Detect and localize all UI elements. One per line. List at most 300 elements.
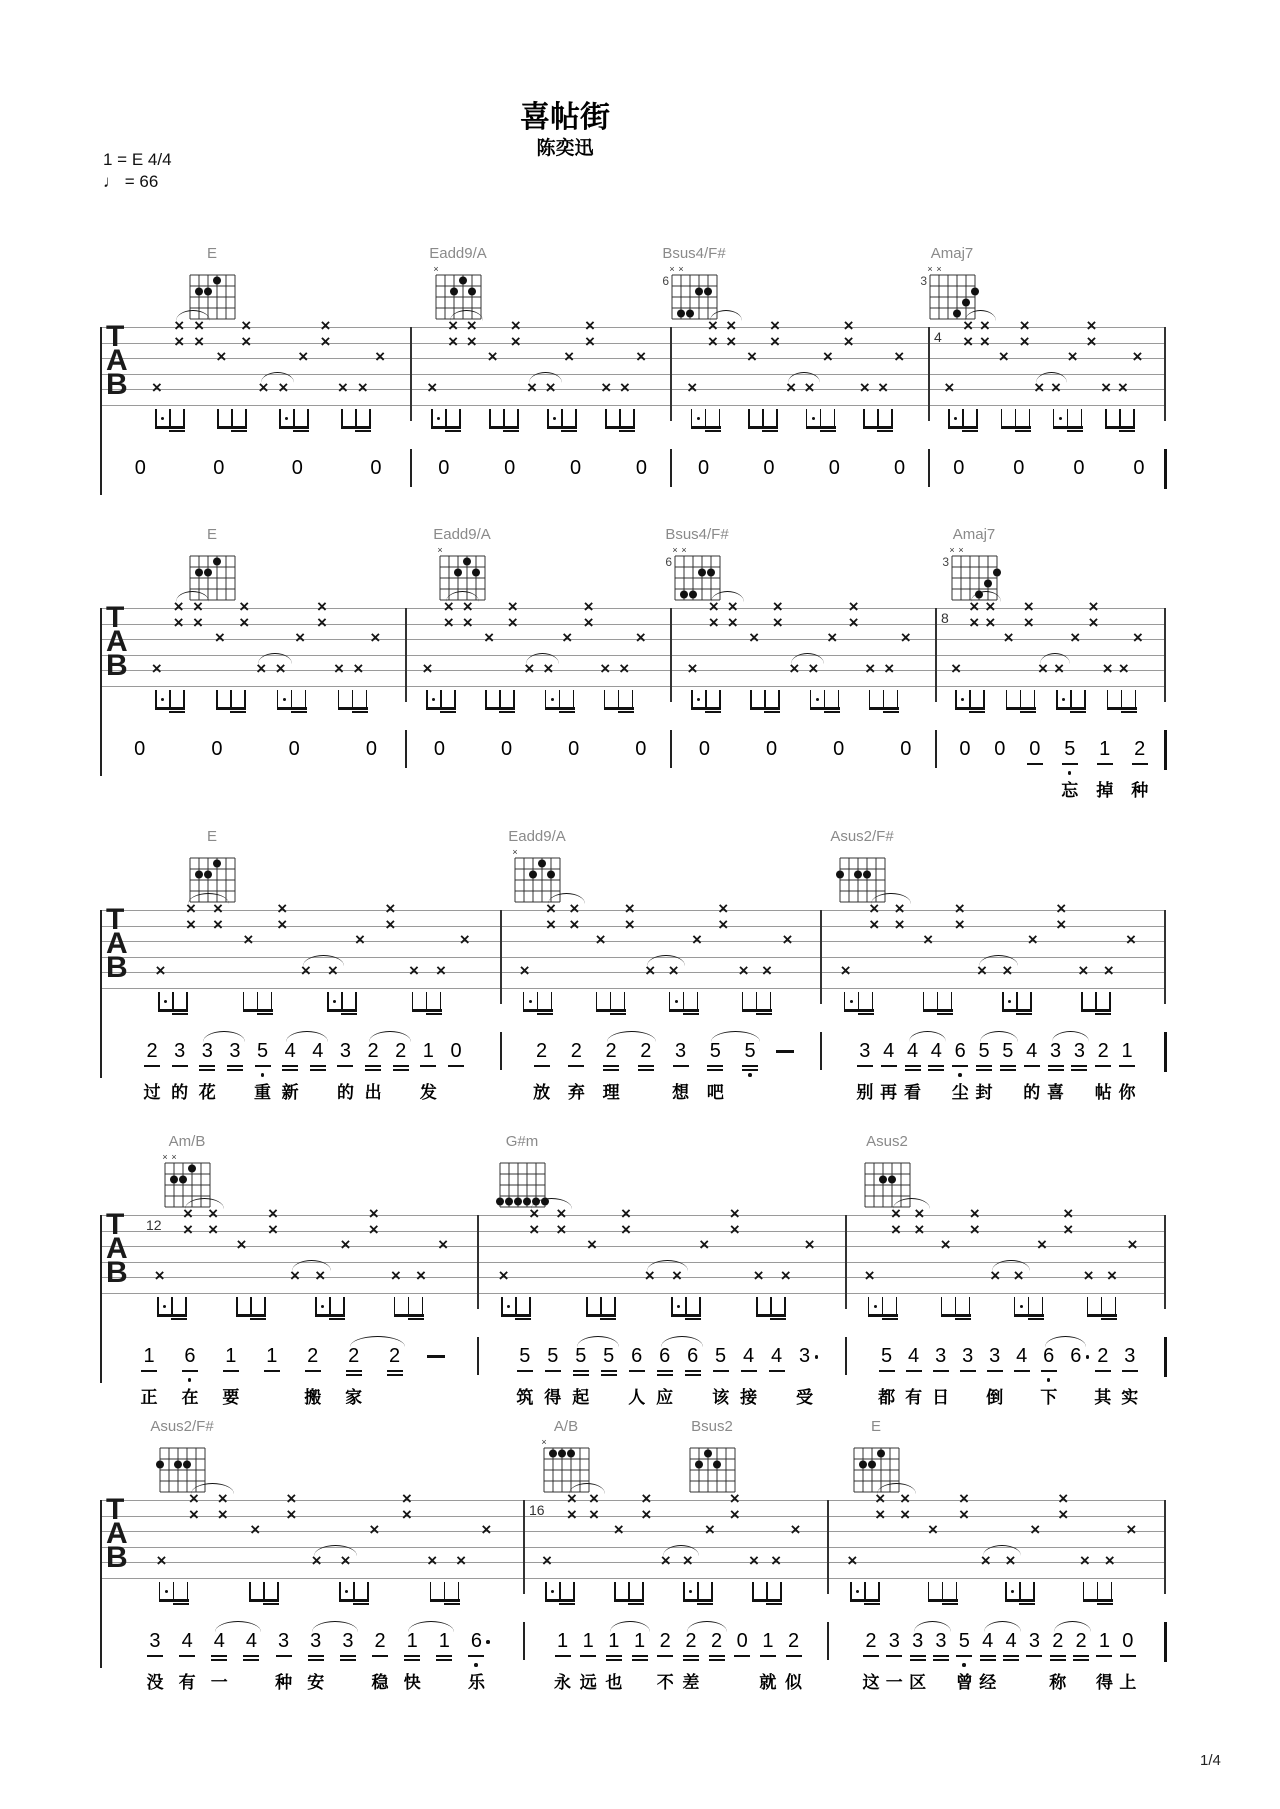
- beam-bar: [685, 1318, 701, 1320]
- strum-x-mark: ×: [843, 316, 854, 335]
- melody-underline: [976, 1065, 992, 1067]
- strum-x-mark: ×: [864, 1266, 875, 1285]
- strum-x-mark: ×: [385, 914, 396, 934]
- chord-name: E: [206, 526, 218, 543]
- svg-text:×: ×: [672, 545, 678, 555]
- beam-bar: [1002, 1009, 1032, 1012]
- lyric-char: 不: [656, 1673, 674, 1692]
- melody-note: 0: [635, 738, 647, 760]
- melody-underline: [976, 1069, 992, 1071]
- beam-bar: [697, 1603, 713, 1605]
- beam-bar: [671, 1314, 701, 1317]
- strum-x-mark: ×: [641, 1489, 652, 1508]
- beam-bar: [1001, 426, 1031, 429]
- melody-underline: [420, 1065, 436, 1067]
- melody-underline: [734, 1655, 750, 1657]
- lyric-char: 乐: [467, 1673, 485, 1692]
- strum-x-mark: ×: [969, 612, 980, 632]
- beam-bar: [1056, 707, 1086, 710]
- beam-bar: [408, 1318, 424, 1320]
- melody-underline: [436, 1659, 452, 1661]
- beam-bar: [559, 1603, 575, 1605]
- beam-bar: [291, 711, 307, 713]
- strum-x-mark: ×: [1083, 1266, 1094, 1285]
- melody-underline: [673, 1065, 689, 1067]
- strum-x-mark: ×: [239, 597, 250, 616]
- melody-underline: [365, 1065, 381, 1067]
- beam-bar: [171, 1318, 187, 1320]
- strum-x-mark: ×: [527, 378, 537, 397]
- melody-note: 5: [715, 1345, 727, 1367]
- beam-bar: [600, 1318, 616, 1320]
- lyric-char: 曾: [955, 1673, 973, 1692]
- melody-underline: [276, 1655, 292, 1657]
- melody-underline: [310, 1069, 326, 1071]
- beam-dot: [1020, 1305, 1023, 1308]
- melody-underline: [1026, 1655, 1042, 1657]
- beam-bar: [341, 426, 371, 429]
- strum-x-mark: ×: [1088, 612, 1099, 632]
- strum-x-mark: ×: [718, 899, 729, 918]
- strum-x-mark: ×: [1126, 1520, 1137, 1539]
- staff-line: [100, 1500, 1165, 1501]
- strum-x-mark: ×: [588, 1489, 599, 1508]
- melody-underline: [863, 1655, 879, 1657]
- beam-bar: [619, 430, 635, 432]
- strum-x-mark: ×: [672, 1266, 682, 1285]
- beam-bar: [683, 1013, 699, 1015]
- strum-x-mark: ×: [923, 930, 934, 949]
- strum-x-mark: ×: [562, 628, 573, 647]
- melody-note: 0: [833, 738, 845, 760]
- melody-underline: [1096, 1655, 1112, 1657]
- melody-underline: [638, 1069, 654, 1071]
- strum-x-mark: ×: [624, 914, 635, 934]
- strum-x-mark: ×: [422, 659, 433, 678]
- melody-underline: [1048, 1065, 1064, 1067]
- melody-underline: [933, 1655, 949, 1657]
- strum-x-mark: ×: [401, 1489, 412, 1508]
- strum-x-mark: ×: [298, 347, 309, 366]
- measure-number: 16: [529, 1502, 545, 1518]
- strum-x-mark: ×: [510, 331, 521, 351]
- strum-x-mark: ×: [174, 331, 185, 351]
- melody-underline: [928, 1065, 944, 1067]
- svg-text:×: ×: [927, 264, 933, 274]
- melody-note: 4: [213, 1630, 225, 1652]
- strum-x-mark: ×: [959, 1489, 969, 1508]
- strum-x-mark: ×: [624, 899, 635, 918]
- tab-barline: [500, 910, 502, 1004]
- strum-x-mark: ×: [151, 659, 162, 678]
- melody-underline: [713, 1370, 729, 1372]
- lyric-char: 一: [885, 1673, 903, 1692]
- melody-note: 1: [1121, 1040, 1133, 1062]
- beam-dot: [675, 1000, 678, 1003]
- melody-note: 4: [908, 1345, 920, 1367]
- beam-bar: [750, 707, 780, 710]
- beam-bar: [756, 1013, 772, 1015]
- strum-x-mark: ×: [726, 316, 737, 335]
- beam-bar: [327, 1009, 357, 1012]
- melody-note: 0: [450, 1040, 462, 1062]
- beam-bar: [691, 426, 721, 429]
- beam-bar: [824, 711, 840, 713]
- staff-line: [100, 655, 1165, 656]
- strum-x-mark: ×: [1104, 1551, 1115, 1570]
- chord-name: Am/B: [168, 1133, 206, 1150]
- beam-bar: [426, 707, 456, 710]
- strum-x-mark: ×: [979, 331, 990, 351]
- lyric-char: 放: [533, 1083, 551, 1102]
- beam-dot: [345, 1590, 348, 1593]
- strum-x-mark: ×: [1023, 612, 1034, 632]
- beam-bar: [1081, 1009, 1111, 1012]
- strum-x-mark: ×: [985, 612, 996, 632]
- melody-underline: [264, 1370, 280, 1372]
- melody-underline: [1120, 1655, 1136, 1657]
- lyric-char: 的: [1023, 1083, 1041, 1102]
- melody-note: 0: [763, 457, 775, 479]
- beam-dot: [333, 1000, 336, 1003]
- beam-bar: [948, 426, 978, 429]
- melody-underline: [786, 1655, 802, 1657]
- melody-note: 0: [365, 738, 377, 760]
- melody-barline: [670, 730, 672, 768]
- beam-bar: [440, 711, 456, 713]
- melody-underline: [1097, 763, 1113, 765]
- strum-x-mark: ×: [1086, 331, 1097, 351]
- strum-x-mark: ×: [545, 899, 556, 918]
- beam-bar: [705, 430, 721, 432]
- chord-name: Eadd9/A: [429, 245, 487, 262]
- svg-text:3: 3: [942, 555, 949, 569]
- strum-x-mark: ×: [772, 597, 783, 616]
- strum-x-mark: ×: [193, 597, 203, 616]
- melody-note: 0: [635, 457, 647, 479]
- melody-underline: [1050, 1659, 1066, 1661]
- melody-barline: [405, 730, 407, 768]
- melody-underline: [172, 1065, 188, 1067]
- strum-x-mark: ×: [1036, 1235, 1047, 1254]
- strum-x-mark: ×: [944, 378, 955, 397]
- melody-underline: [857, 1065, 873, 1067]
- staff-line: [100, 1231, 1165, 1232]
- melody-underline: [709, 1655, 725, 1657]
- lyric-char: 称: [1049, 1673, 1067, 1692]
- melody-underline: [1119, 1065, 1135, 1067]
- melody-underline: [337, 1065, 353, 1067]
- strum-x-mark: ×: [729, 1504, 740, 1524]
- beam-bar: [444, 1603, 460, 1605]
- strum-x-mark: ×: [1102, 659, 1113, 678]
- staff-line: [100, 405, 1165, 406]
- beam-bar: [752, 1599, 782, 1602]
- strum-x-mark: ×: [316, 612, 327, 632]
- melody-underline: [243, 1655, 259, 1657]
- strum-x-mark: ×: [481, 1520, 492, 1539]
- tab-barline: [928, 327, 930, 421]
- strum-x-mark: ×: [333, 659, 344, 678]
- staff-line: [100, 374, 1165, 375]
- strum-x-mark: ×: [1019, 316, 1030, 335]
- strum-x-mark: ×: [770, 331, 780, 351]
- melody-underline: [910, 1655, 926, 1657]
- melody-note: 3: [962, 1345, 974, 1367]
- strum-x-mark: ×: [940, 1235, 951, 1254]
- strum-x-mark: ×: [990, 1266, 1001, 1285]
- strum-x-mark: ×: [401, 1504, 412, 1524]
- beam-bar: [293, 430, 309, 432]
- melody-note: 2: [659, 1630, 671, 1652]
- augmentation-dot: [815, 1355, 819, 1359]
- beam-bar: [236, 1314, 266, 1317]
- strum-x-mark: ×: [311, 1551, 322, 1570]
- tab-clef-letter: T: [106, 1493, 125, 1526]
- melody-underline: [340, 1655, 356, 1657]
- strum-x-mark: ×: [256, 659, 267, 678]
- melody-note: 3: [149, 1630, 161, 1652]
- staff-line: [100, 686, 1165, 687]
- tab-clef-letter: T: [106, 601, 125, 634]
- strum-x-mark: ×: [890, 1204, 901, 1223]
- strum-x-mark: ×: [519, 961, 530, 980]
- melody-underline: [1095, 1370, 1111, 1372]
- melody-note: 0: [211, 738, 223, 760]
- lyric-char: 家: [345, 1388, 363, 1407]
- beam-bar: [748, 426, 778, 429]
- strum-x-mark: ×: [268, 1219, 278, 1239]
- strum-x-mark: ×: [427, 378, 438, 397]
- strum-x-mark: ×: [1127, 1235, 1138, 1254]
- tab-barline: [670, 608, 672, 702]
- octave-dot: [962, 1663, 966, 1667]
- octave-dot: [1068, 771, 1072, 775]
- tab-clef-letter: B: [106, 951, 128, 984]
- lyric-char: 喜: [1047, 1083, 1065, 1102]
- strum-x-mark: ×: [194, 331, 205, 351]
- melody-note: 3: [174, 1040, 186, 1062]
- beam-bar: [928, 1599, 958, 1602]
- melody-underline: [573, 1370, 589, 1372]
- tab-barline: [845, 1215, 847, 1309]
- strum-x-mark: ×: [900, 628, 911, 647]
- tab-clef-letter: B: [106, 649, 128, 682]
- strum-x-mark: ×: [182, 1204, 193, 1223]
- strum-x-mark: ×: [443, 612, 454, 632]
- strum-x-mark: ×: [959, 1504, 969, 1524]
- melody-note: 4: [770, 1345, 783, 1367]
- melody-underline: [980, 1655, 996, 1657]
- strum-x-mark: ×: [1132, 628, 1143, 647]
- beam-dot: [507, 1305, 510, 1308]
- strum-x-mark: ×: [1101, 378, 1112, 397]
- lyric-char: 远: [579, 1673, 597, 1692]
- melody-note: 1: [225, 1345, 237, 1367]
- strum-x-mark: ×: [484, 628, 495, 647]
- beam-dot: [161, 698, 164, 701]
- melody-underline: [960, 1370, 976, 1372]
- beam-dot: [697, 698, 700, 701]
- melody-note: 6: [954, 1040, 966, 1062]
- strum-x-mark: ×: [1002, 961, 1013, 980]
- melody-underline: [657, 1374, 673, 1376]
- strum-x-mark: ×: [182, 1219, 193, 1239]
- melody-underline: [580, 1655, 596, 1657]
- melody-note: 1: [422, 1040, 434, 1062]
- strum-x-mark: ×: [1103, 961, 1114, 980]
- melody-underline: [282, 1065, 298, 1067]
- melody-underline: [1000, 1065, 1016, 1067]
- strum-x-mark: ×: [613, 1520, 624, 1539]
- strum-x-mark: ×: [660, 1551, 671, 1570]
- melody-note: 0: [569, 457, 582, 479]
- melody-underline: [933, 1659, 949, 1661]
- strum-x-mark: ×: [869, 899, 880, 918]
- melody-note: 2: [605, 1040, 617, 1062]
- strum-x-mark: ×: [687, 378, 698, 397]
- strum-x-mark: ×: [963, 316, 974, 335]
- staff-line: [100, 1277, 1165, 1278]
- melody-note: 4: [883, 1040, 895, 1062]
- lyric-char: 的: [171, 1083, 189, 1102]
- beam-bar: [1070, 711, 1086, 713]
- beam-bar: [355, 430, 371, 432]
- strum-x-mark: ×: [585, 316, 595, 335]
- beam-bar: [547, 426, 577, 429]
- melody-note: 1: [556, 1630, 569, 1652]
- beam-bar: [1107, 707, 1137, 710]
- melody-dash: [776, 1050, 794, 1053]
- strum-x-mark: ×: [459, 930, 470, 949]
- octave-dot: [474, 1663, 478, 1667]
- strum-x-mark: ×: [370, 628, 381, 647]
- melody-note: 3: [278, 1630, 290, 1652]
- strum-x-mark: ×: [456, 1551, 466, 1570]
- melody-note: 5: [709, 1040, 721, 1062]
- strum-x-mark: ×: [529, 1204, 540, 1223]
- strum-x-mark: ×: [466, 331, 477, 351]
- beam-bar: [545, 707, 575, 710]
- tab-clef-letter: A: [106, 344, 128, 377]
- melody-note: 2: [348, 1345, 360, 1367]
- beam-bar: [604, 707, 634, 710]
- beam-bar: [537, 1013, 553, 1015]
- melody-underline: [980, 1659, 996, 1661]
- staff-line: [100, 1246, 1165, 1247]
- strum-x-mark: ×: [545, 378, 556, 397]
- measure-number: 12: [146, 1217, 162, 1233]
- beam-bar: [868, 1314, 898, 1317]
- strum-x-mark: ×: [890, 1219, 901, 1239]
- melody-note: 4: [1005, 1630, 1017, 1652]
- lyric-char: 似: [785, 1673, 803, 1692]
- strum-x-mark: ×: [790, 1520, 801, 1539]
- tie-arc: [548, 893, 585, 904]
- strum-x-mark: ×: [173, 612, 184, 632]
- beam-dot: [437, 417, 440, 420]
- tab-barline: [477, 1215, 479, 1309]
- strum-x-mark: ×: [194, 316, 205, 335]
- strum-x-mark: ×: [185, 914, 196, 934]
- lyric-char: 得: [544, 1388, 562, 1407]
- melody-underline: [199, 1069, 215, 1071]
- chord-name: E: [206, 245, 218, 262]
- melody-note: 6: [631, 1345, 643, 1367]
- strum-x-mark: ×: [241, 331, 252, 351]
- melody-underline: [144, 1065, 160, 1067]
- chord-name: Bsus4/F#: [662, 245, 726, 262]
- strum-x-mark: ×: [154, 1266, 165, 1285]
- strum-x-mark: ×: [239, 612, 250, 632]
- melody-underline: [227, 1065, 243, 1067]
- strum-x-mark: ×: [173, 597, 184, 616]
- svg-text:×: ×: [171, 1152, 177, 1162]
- melody-note: 0: [697, 457, 710, 479]
- measure-number: 8: [941, 610, 949, 626]
- lyric-char: 起: [572, 1388, 590, 1407]
- strum-x-mark: ×: [416, 1266, 426, 1285]
- beam-bar: [249, 1599, 279, 1602]
- melody-underline: [227, 1069, 243, 1071]
- strum-x-mark: ×: [979, 316, 990, 335]
- strum-x-mark: ×: [1118, 659, 1129, 678]
- melody-note: 3: [229, 1040, 241, 1062]
- svg-text:×: ×: [681, 545, 687, 555]
- melody-underline: [1073, 1655, 1089, 1657]
- beam-dot: [165, 1590, 168, 1593]
- melody-note: 2: [570, 1040, 582, 1062]
- strum-x-mark: ×: [772, 612, 783, 632]
- strum-x-mark: ×: [878, 378, 889, 397]
- melody-barline: [845, 1337, 847, 1375]
- strum-x-mark: ×: [969, 1219, 980, 1239]
- tie-arc: [871, 893, 910, 904]
- beam-bar: [669, 1009, 699, 1012]
- strum-x-mark: ×: [1056, 899, 1067, 918]
- beam-bar: [605, 426, 635, 429]
- melody-note: 1: [762, 1630, 774, 1652]
- strum-x-mark: ×: [727, 597, 738, 616]
- melody-end-barline: [1164, 1032, 1167, 1072]
- melody-note: 3: [989, 1345, 1001, 1367]
- strum-x-mark: ×: [875, 1489, 886, 1508]
- beam-dot: [689, 1590, 692, 1593]
- augmentation-dot: [1086, 1355, 1090, 1359]
- strum-x-mark: ×: [875, 1504, 886, 1524]
- svg-text:×: ×: [958, 545, 964, 555]
- strum-x-mark: ×: [914, 1204, 925, 1223]
- lyric-char: 正: [140, 1388, 158, 1407]
- melody-underline: [603, 1069, 619, 1071]
- beam-bar: [955, 1318, 971, 1320]
- strum-x-mark: ×: [290, 1266, 300, 1285]
- tab-barline: [820, 910, 822, 1004]
- strum-x-mark: ×: [337, 378, 348, 397]
- strum-x-mark: ×: [708, 597, 719, 616]
- strum-x-mark: ×: [587, 1235, 597, 1254]
- lyric-char: 理: [602, 1083, 620, 1102]
- melody-underline: [308, 1655, 324, 1657]
- melody-underline: [760, 1655, 776, 1657]
- strum-x-mark: ×: [340, 1551, 351, 1570]
- strum-x-mark: ×: [316, 597, 327, 616]
- beam-bar: [770, 1318, 786, 1320]
- strum-x-mark: ×: [644, 1266, 655, 1285]
- beam-dot: [677, 1305, 680, 1308]
- tab-clef-letter: A: [106, 625, 128, 658]
- melody-underline: [1073, 1659, 1089, 1661]
